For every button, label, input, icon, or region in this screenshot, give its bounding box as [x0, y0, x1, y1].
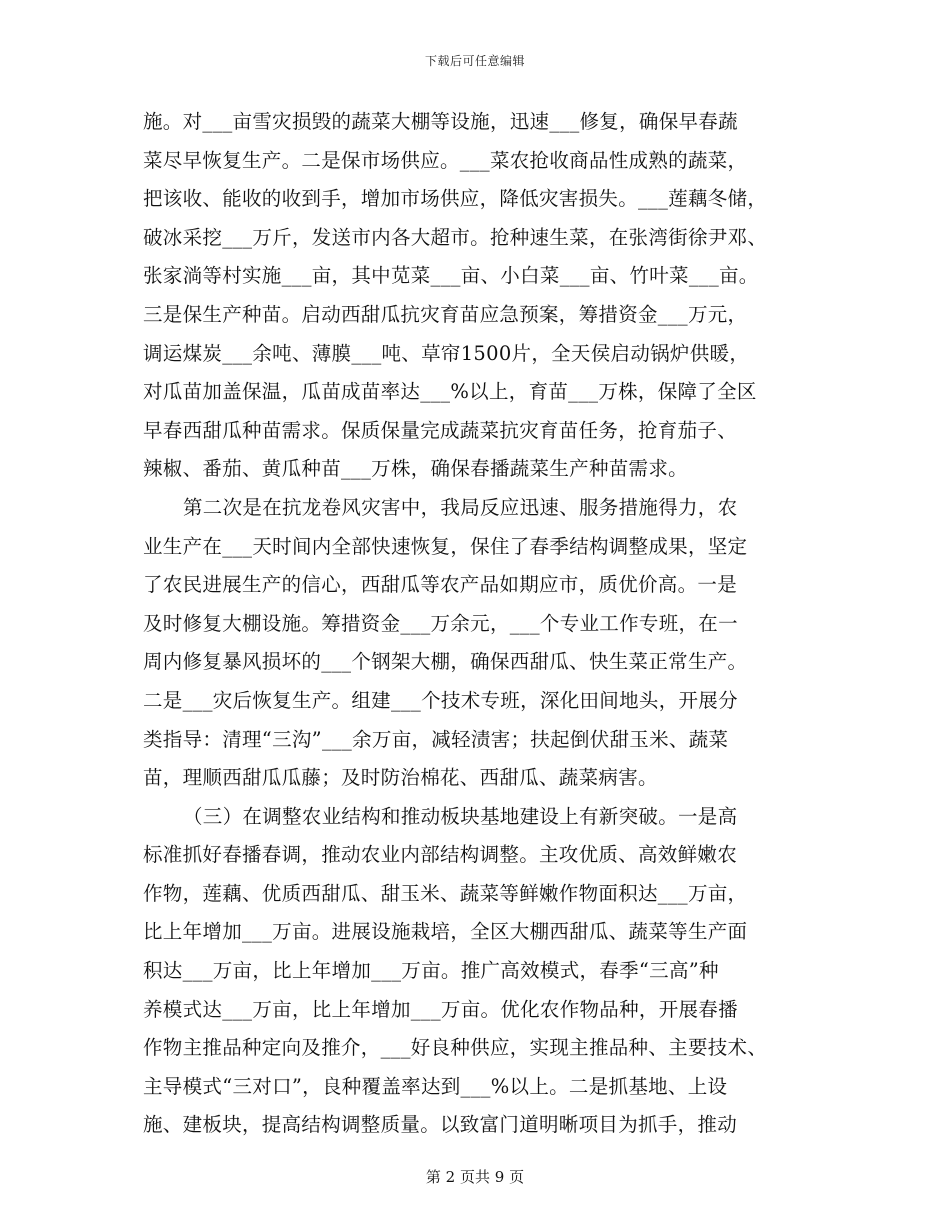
text-line: 二是___灾后恢复生产。组建___个技术专班，深化田间地头，开展分	[143, 688, 738, 712]
text-line: 及时修复大棚设施。筹措资金___万余元，___个专业工作专班，在一	[143, 611, 738, 635]
paragraph-start-line: 第二次是在抗龙卷风灾害中，我局反应迅速、服务措施得力，农	[183, 495, 738, 519]
text-line: 调运煤炭___余吨、薄膜___吨、草帘1500片，全天侯启动锅炉供暖，	[143, 341, 750, 365]
paragraph-start-line: （三）在调整农业结构和推动板块基地建设上有新突破。一是高	[183, 804, 738, 828]
text-line: 破冰采挖___万斤，发送市内各大超市。抢种速生菜，在张湾街徐尹邓、	[143, 225, 768, 249]
text-line: 施、建板块，提高结构调整质量。以致富门道明晰项目为抓手，推动	[143, 1113, 738, 1137]
text-line: 养模式达___万亩，比上年增加___万亩。优化农作物品种，开展春播	[143, 997, 738, 1021]
text-line: 积达___万亩，比上年增加___万亩。推广高效模式，春季“三高”种	[143, 959, 719, 983]
text-line: 业生产在___天时间内全部快速恢复，保住了春季结构调整成果，坚定	[143, 534, 748, 558]
text-line: 了农民进展生产的信心，西甜瓜等农产品如期应市，质优价高。一是	[143, 573, 738, 597]
text-line: 类指导：清理“三沟”___余万亩，减轻渍害；扶起倒伏甜玉米、蔬菜	[143, 727, 729, 751]
text-line: 苗，理顺西甜瓜瓜藤；及时防治棉花、西甜瓜、蔬菜病害。	[143, 766, 658, 790]
text-line: 周内修复暴风损坏的___个钢架大棚，确保西甜瓜、快生菜正常生产。	[143, 650, 748, 674]
text-line: 早春西甜瓜种苗需求。保质保量完成蔬菜抗灾育苗任务，抢育茄子、	[143, 418, 738, 442]
text-line: 作物，莲藕、优质西甜瓜、甜玉米、蔬菜等鲜嫩作物面积达___万亩，	[143, 881, 748, 905]
text-line: 比上年增加___万亩。进展设施栽培，全区大棚西甜瓜、蔬菜等生产面	[143, 920, 748, 944]
text-line: 对瓜苗加盖保温，瓜苗成苗率达___%以上，育苗___万株，保障了全区	[143, 380, 757, 404]
text-line: 辣椒、番茄、黄瓜种苗___万株，确保春播蔬菜生产种苗需求。	[143, 457, 688, 481]
text-line: 菜尽早恢复生产。二是保市场供应。___菜农抢收商品性成熟的蔬菜，	[143, 148, 748, 172]
text-line: 张家淌等村实施___亩，其中苋菜___亩、小白菜___亩、竹叶菜___亩。	[143, 264, 759, 288]
page-header: 下载后可任意编辑	[424, 54, 525, 68]
text-line: 三是保生产种苗。启动西甜瓜抗灾育苗应急预案，筹措资金___万元，	[143, 302, 748, 326]
text-line: 把该收、能收的收到手，增加市场供应，降低灾害损失。___莲藕冬储，	[143, 187, 768, 211]
page-number: 第 2 页共 9 页	[425, 1168, 525, 1186]
text-line: 主导模式“三对口”，良种覆盖率达到___%以上。二是抓基地、上设	[143, 1074, 728, 1098]
text-line: 标准抓好春播春调，推动农业内部结构调整。主攻优质、高效鲜嫩农	[143, 843, 738, 867]
document-body	[143, 103, 813, 1145]
text-line: 作物主推品种定向及推介，___好良种供应，实现主推品种、主要技术、	[143, 1036, 768, 1060]
text-line: 施。对___亩雪灾损毁的蔬菜大棚等设施，迅速___修复，确保早春蔬	[143, 110, 738, 133]
